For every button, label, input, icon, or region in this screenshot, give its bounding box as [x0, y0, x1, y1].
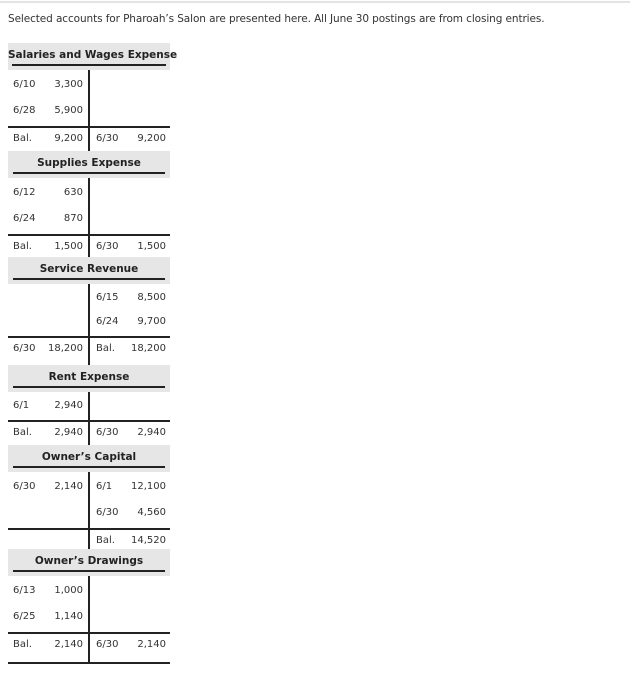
balance-credit-label: Bal. [96, 535, 115, 546]
account-title: Salaries and Wages Expense [8, 49, 178, 61]
title-underline [13, 278, 165, 280]
t-account [8, 43, 178, 152]
balance-debit-amount: 18,200 [48, 343, 83, 354]
account-title: Owner’s Capital [41, 451, 137, 463]
account-title: Supplies Expense [37, 157, 141, 169]
account-header [8, 365, 170, 392]
t-account [8, 549, 170, 658]
balance-credit-amount: 14,520 [131, 535, 166, 546]
title-underline [12, 64, 166, 66]
balance-credit-amount: 9,200 [137, 133, 166, 144]
credit-date: 6/1 [96, 481, 113, 492]
ledger-row [8, 474, 170, 500]
ledger-row [8, 310, 170, 334]
balance-debit-label: 6/30 [13, 343, 36, 354]
t-account [8, 257, 170, 362]
credit-date: 6/24 [96, 316, 119, 327]
credit-amount: 4,560 [137, 507, 166, 518]
balance-credit-amount: 1,500 [137, 241, 166, 252]
debit-date: 6/13 [13, 585, 36, 596]
ledger-row [8, 500, 170, 526]
ledger-row [8, 180, 170, 206]
balance-debit-amount: 2,140 [54, 639, 83, 650]
t-account [8, 151, 170, 260]
title-underline [13, 570, 165, 572]
credit-date: 6/30 [96, 507, 119, 518]
debit-date: 6/30 [13, 481, 36, 492]
account-title: Owner’s Drawings [34, 555, 144, 567]
ledger-row [8, 206, 170, 232]
title-underline [13, 386, 165, 388]
debit-amount: 1,140 [54, 611, 83, 622]
ledger-row [8, 98, 170, 124]
account-header [8, 257, 170, 284]
ledger-row [8, 394, 170, 418]
ledger-row [8, 286, 170, 310]
account-header [8, 151, 170, 178]
debit-date: 6/12 [13, 187, 36, 198]
credit-amount: 8,500 [137, 292, 166, 303]
intro-text: Selected accounts for Pharoah’s Salon are presented here. All June 30 postings are from closing entries. [8, 13, 545, 25]
balance-debit-label: Bal. [13, 241, 32, 252]
balance-debit-label: Bal. [13, 639, 32, 650]
balance-credit-label: 6/30 [96, 427, 119, 438]
balance-credit-amount: 2,140 [137, 639, 166, 650]
debit-date: 6/25 [13, 611, 36, 622]
credit-amount: 9,700 [137, 316, 166, 327]
balance-credit-label: Bal. [96, 343, 115, 354]
debit-date: 6/24 [13, 213, 36, 224]
title-underline [13, 172, 165, 174]
debit-date: 6/28 [13, 105, 36, 116]
balance-debit-label: Bal. [13, 133, 32, 144]
title-underline [13, 466, 165, 468]
balance-row [8, 336, 170, 362]
debit-amount: 630 [63, 187, 83, 198]
credit-date: 6/15 [96, 292, 119, 303]
ledger-row [8, 604, 170, 630]
debit-amount: 1,000 [54, 585, 83, 596]
credit-amount: 12,100 [131, 481, 166, 492]
t-account [8, 365, 170, 446]
debit-amount: 2,940 [54, 400, 83, 411]
debit-amount: 3,300 [54, 79, 83, 90]
debit-amount: 5,900 [54, 105, 83, 116]
balance-row [8, 126, 170, 152]
balance-credit-amount: 2,940 [137, 427, 166, 438]
account-header [8, 549, 170, 576]
bottom-line [8, 662, 170, 664]
debit-amount: 2,140 [54, 481, 83, 492]
ledger-row [8, 72, 170, 98]
balance-credit-label: 6/30 [96, 133, 119, 144]
balance-debit-label: Bal. [13, 427, 32, 438]
balance-credit-label: 6/30 [96, 241, 119, 252]
debit-date: 6/10 [13, 79, 36, 90]
account-title: Service Revenue [39, 263, 139, 275]
balance-credit-amount: 18,200 [131, 343, 166, 354]
debit-date: 6/1 [13, 400, 30, 411]
balance-row [8, 420, 170, 446]
ledger-row [8, 578, 170, 604]
account-header [8, 445, 170, 472]
t-account [8, 445, 170, 554]
balance-credit-label: 6/30 [96, 639, 119, 650]
balance-debit-amount: 9,200 [54, 133, 83, 144]
balance-row [8, 632, 170, 658]
account-header [8, 43, 178, 70]
top-divider [0, 1, 630, 3]
debit-amount: 870 [63, 213, 83, 224]
balance-debit-amount: 1,500 [54, 241, 83, 252]
balance-debit-amount: 2,940 [54, 427, 83, 438]
account-title: Rent Expense [48, 371, 130, 383]
